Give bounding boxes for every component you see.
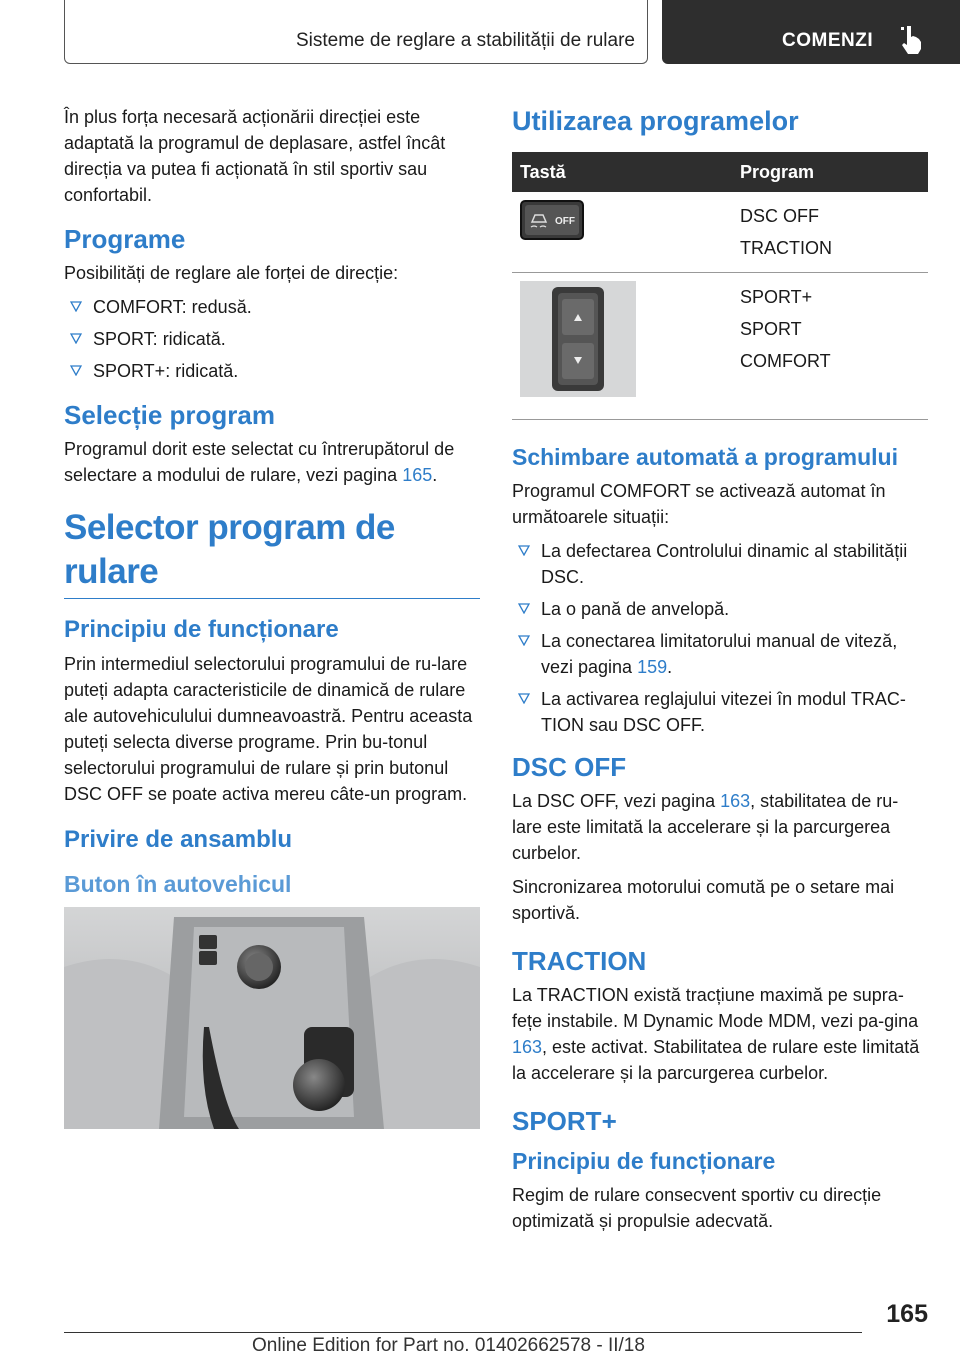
bullet-triangle-icon [518,693,530,704]
bullet-triangle-icon [70,301,82,312]
car-console-photo [64,907,480,1129]
utilizarea-heading: Utilizarea programelor [512,106,799,136]
mode-rocker-switch-icon [520,281,636,397]
left-column [64,104,480,1129]
list-item: SPORT: ridicată. [64,326,480,352]
list-item: La o pană de anvelopă. [512,596,928,622]
table-cell-programs: DSC OFF TRACTION [732,192,928,273]
bullet-triangle-icon [70,365,82,376]
header-chapter-label: COMENZI [782,30,874,51]
bullet-triangle-icon [518,635,530,646]
traction-heading: TRACTION [512,946,647,976]
page-link-163[interactable]: 163 [512,1037,543,1057]
programe-text: Posibilități de reglare ale forței de direcție: [64,263,399,283]
header-chapter-tab [662,0,960,64]
footer-divider [64,1332,862,1333]
list-item: La activarea reglajului vitezei în modul TRAC-TION sau DSC OFF. [512,686,928,738]
selectie-heading: Selecție program [64,400,275,430]
table-header-program: Program [732,152,928,192]
table-cell-programs: SPORT+ SPORT COMFORT [732,273,928,420]
principiu-text: Prin intermediul selectorului programului de ru-lare puteți adapta caracteristicile de dinamică de rulare ale autovehiculului dumneavoastră. Pentru aceasta puteți selecta diverse programe. Prin bu-tonul selectorului programului de rulare și prin butonul DSC OFF se poate activa mereu câte-un program. [64,654,473,804]
page-link-159[interactable]: 159 [637,657,668,677]
schimbare-heading: Schimbare automată a programului [512,444,898,470]
list-item: COMFORT: redusă. [64,294,480,320]
table-cell-key [512,273,732,420]
bullet-triangle-icon [70,333,82,344]
privire-heading: Privire de ansamblu [64,826,293,853]
table-header-tasta: Tastă [512,152,732,192]
table-row [512,273,928,420]
page-link-163[interactable]: 163 [720,791,751,811]
page-number: 165 [886,1300,928,1328]
selectie-text: Programul dorit este selectat cu întrerupătorul de selectare a modului de rulare, vezi pagina 165. [64,439,455,485]
table-row [512,192,928,273]
dsc-off-text-2: Sincronizarea motorului comută pe o setare mai sportivă. [512,877,895,923]
schimbare-list [512,538,928,738]
principiu-heading: Principiu de funcționare [64,616,339,643]
list-item: SPORT+: ridicată. [64,358,480,384]
programe-list [64,294,480,384]
footer-edition: Online Edition for Part no. 01402662578 - II/18 [252,1335,645,1356]
traction-text: La TRACTION există tracțiune maximă pe supra-fețe instabile. M Dynamic Mode MDM, vezi pa-gina 163, este activat. Stabilitatea de rulare este limitată la accelerare și la parcurgerea curbelor. [512,985,920,1083]
bullet-triangle-icon [518,603,530,614]
main-section-title: Selector program de rulare [64,506,480,599]
right-column [512,104,928,1242]
hand-pointer-icon [898,24,924,54]
schimbare-text: Programul COMFORT se activează automat în următoarele situații: [512,481,886,527]
intro-paragraph: În plus forța necesară acționării direcției este adaptată la programul de deplasare, astfel încât direcția va putea fi acționată în stil sportiv sau confortabil. [64,107,446,205]
header-section-box [64,0,648,64]
principiu-2-heading: Principiu de funcționare [512,1148,776,1174]
table-cell-key [512,192,732,273]
program-table [512,152,928,420]
dsc-off-heading: DSC OFF [512,752,627,782]
svg-text:OFF: OFF [555,216,575,227]
list-item: La defectarea Controlului dinamic al stabilității DSC. [512,538,928,590]
bullet-triangle-icon [518,545,530,556]
sport-plus-heading: SPORT+ [512,1106,617,1136]
page-link-165[interactable]: 165 [402,465,433,485]
programe-heading: Programe [64,224,186,254]
list-item: La conectarea limitatorului manual de viteză, vezi pagina 159. [512,628,928,680]
header-section-title: Sisteme de reglare a stabilității de rulare [295,30,635,51]
principiu-2-text: Regim de rulare consecvent sportiv cu direcție optimizată și propulsie adecvată. [512,1185,882,1231]
dsc-off-button-icon [520,200,584,240]
buton-heading: Buton în autovehicul [64,871,292,897]
dsc-off-text: La DSC OFF, vezi pagina 163, stabilitatea de ru-lare este limitată la accelerare și la parcurgerea curbelor. [512,791,899,863]
